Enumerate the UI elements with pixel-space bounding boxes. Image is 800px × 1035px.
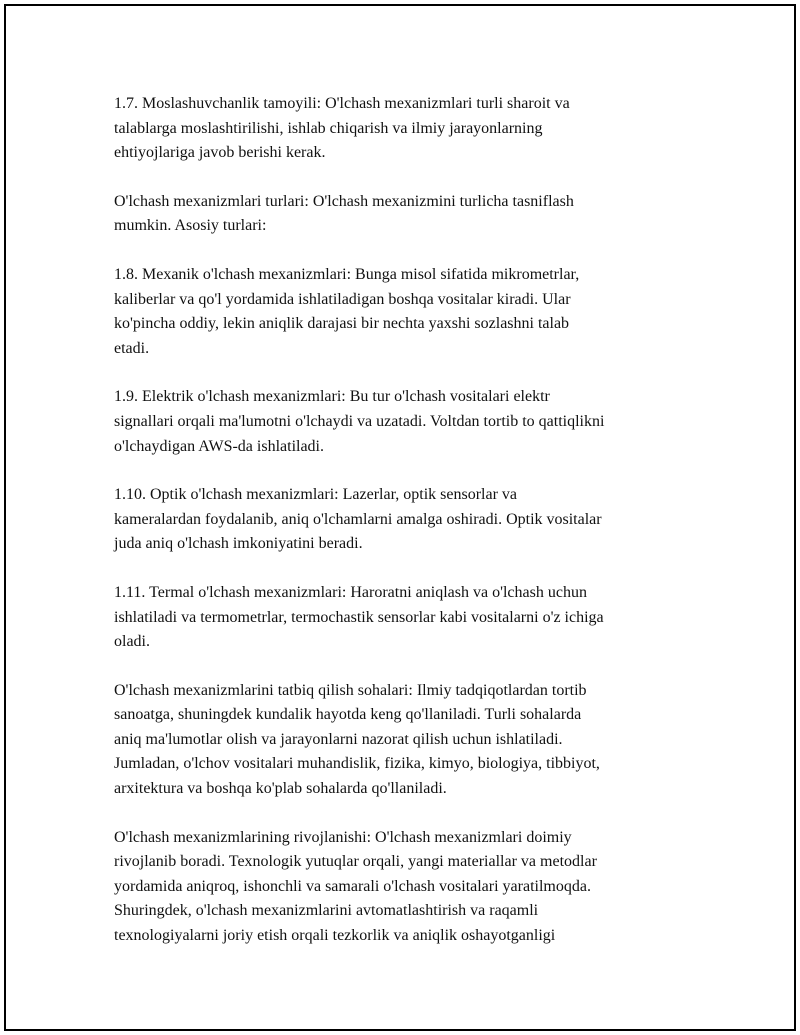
paragraph-1-11-thermal: [114, 581, 684, 655]
text-line: kaliberlar va qo'l yordamida ishlatiladigan boshqa vositalar kiradi. Ular: [114, 290, 571, 308]
text-line: ko'pincha oddiy, lekin aniqlik darajasi bir nechta yaxshi sozlashni talab: [114, 315, 570, 333]
text-line: etadi.: [114, 339, 150, 357]
text-line: 1.10. Optik o'lchash mexanizmlari: Lazerlar, optik sensorlar va: [114, 486, 517, 504]
text-line: mumkin. Asosiy turlari:: [114, 217, 267, 235]
text-line: juda aniq o'lchash imkoniyatini beradi.: [114, 535, 363, 553]
text-line: sanoatga, shuningdek kundalik hayotda keng qo'llaniladi. Turli sohalarda: [114, 706, 582, 724]
text-line: 1.8. Mexanik o'lchash mexanizmlari: Bunga misol sifatida mikrometrlar,: [114, 265, 580, 283]
paragraph-development: [114, 826, 684, 949]
text-line: texnologiyalarni joriy etish orqali tezkorlik va aniqlik oshayotganligi: [114, 927, 556, 945]
text-line: yordamida aniqroq, ishonchli va samarali o'lchash vositalari yaratilmoqda.: [114, 877, 591, 895]
text-line: O'lchash mexanizmlarining rivojlanishi: O'lchash mexanizmlari doimiy: [114, 828, 572, 846]
text-line: oladi.: [114, 633, 150, 651]
paragraph-application-areas: [114, 679, 684, 802]
text-line: signallari orqali ma'lumotni o'lchaydi va uzatadi. Voltdan tortib to qattiqlikni: [114, 412, 605, 430]
text-line: rivojlanib boradi. Texnologik yutuqlar orqali, yangi materiallar va metodlar: [114, 853, 597, 871]
text-line: aniq ma'lumotlar olish va jarayonlarni nazorat qilish uchun ishlatiladi.: [114, 730, 563, 748]
paragraph-1-10-optical: [114, 483, 684, 557]
paragraph-measurement-types: [114, 190, 684, 239]
text-line: Shuringdek, o'lchash mexanizmlarini avtomatlashtirish va raqamli: [114, 902, 539, 920]
paragraph-1-9-electrical: [114, 385, 684, 459]
text-line: 1.9. Elektrik o'lchash mexanizmlari: Bu tur o'lchash vositalari elektr: [114, 388, 550, 406]
paragraph-1-8-mechanical: [114, 263, 684, 361]
page-content: [114, 92, 684, 973]
text-line: O'lchash mexanizmlari turlari: O'lchash mexanizmini turlicha tasniflash: [114, 192, 574, 210]
text-line: ishlatiladi va termometrlar, termochastik sensorlar kabi vositalarni o'z ichiga: [114, 608, 604, 626]
text-line: Jumladan, o'lchov vositalari muhandislik, fizika, kimyo, biologiya, tibbiyot,: [114, 755, 600, 773]
text-line: talablarga moslashtirilishi, ishlab chiqarish va ilmiy jarayonlarning: [114, 119, 543, 137]
text-line: arxitektura va boshqa ko'plab sohalarda qo'llaniladi.: [114, 780, 447, 798]
text-line: O'lchash mexanizmlarini tatbiq qilish sohalari: Ilmiy tadqiqotlardan tortib: [114, 681, 587, 699]
text-line: 1.7. Moslashuvchanlik tamoyili: O'lchash mexanizmlari turli sharoit va: [114, 95, 570, 112]
paragraph-1-7-flexibility-principle: [114, 92, 684, 166]
text-line: ehtiyojlariga javob berishi kerak.: [114, 144, 326, 162]
text-line: o'lchaydigan AWS-da ishlatiladi.: [114, 437, 324, 455]
text-line: kameralardan foydalanib, aniq o'lchamlarni amalga oshiradi. Optik vositalar: [114, 510, 602, 528]
text-line: 1.11. Termal o'lchash mexanizmlari: Haroratni aniqlash va o'lchash uchun: [114, 583, 587, 601]
